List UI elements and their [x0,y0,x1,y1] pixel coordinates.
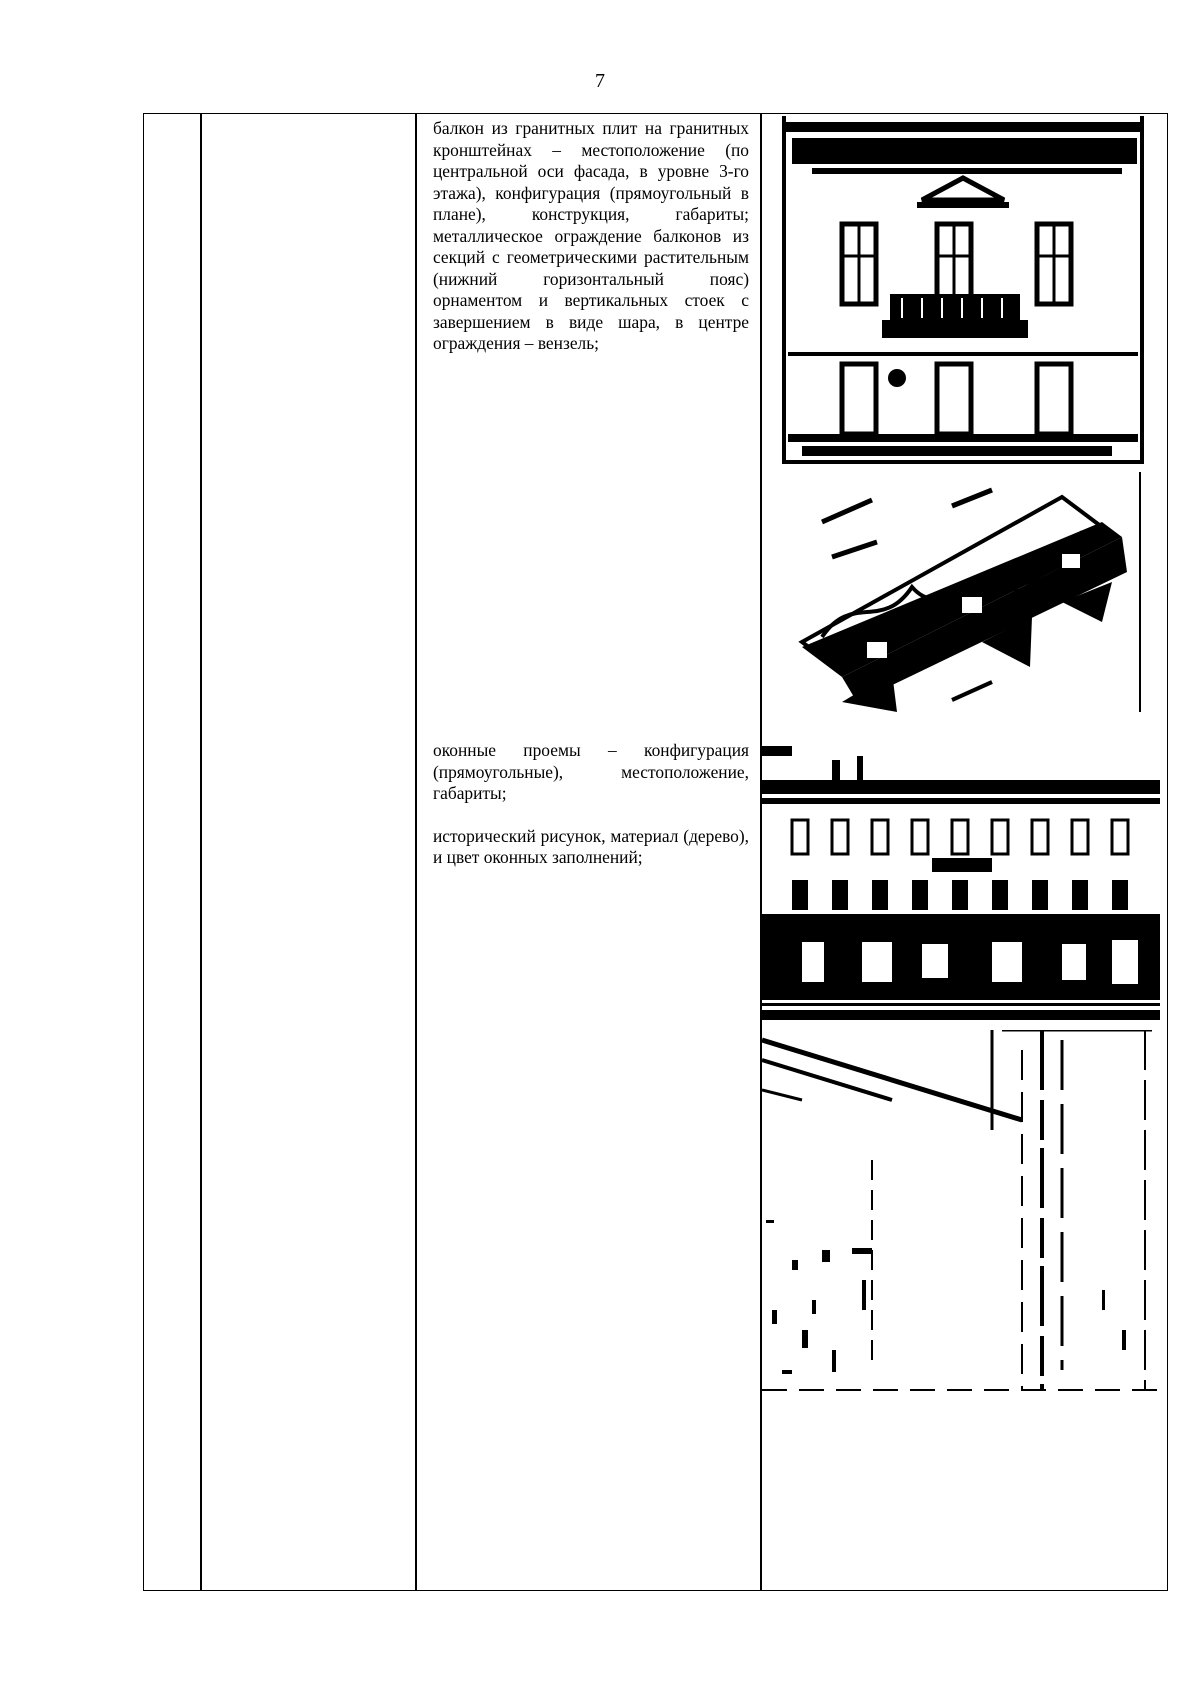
window-detail-photo [762,1030,1160,1410]
balcony-underside-photo [782,472,1144,720]
column-divider-1 [200,113,202,1591]
building-facade-icon [782,116,1144,464]
facade-balcony-photo [782,116,1144,464]
page-number: 7 [595,70,605,92]
building-facade-wide-icon [762,730,1160,1020]
column-divider-2 [415,113,417,1591]
window-openings-text: оконные проемы – конфигурация (прямоугольные), местоположение, габариты; [433,740,749,803]
balcony-text: балкон из гранитных плит на гранитных кронштейнах – местоположение (по центральной оси фасада, в уровне 3-го этажа), конфигурация (прямоугольный в плане), конструкция, габариты; металлическое ограждение балконов из секций с геометрическими растительным (нижний горизонтальный пояс) орнаментом и вертикальных стоек с завершением в виде шара, в центре ограждения – вензель; [433,118,749,353]
description-balcony [433,118,749,355]
description-windows [433,740,749,869]
street-facade-photo [762,730,1160,1020]
window-frame-icon [762,1030,1160,1410]
balcony-railing-icon [782,472,1144,720]
window-fill-text: исторический рисунок, материал (дерево), и цвет оконных заполнений; [433,825,749,867]
